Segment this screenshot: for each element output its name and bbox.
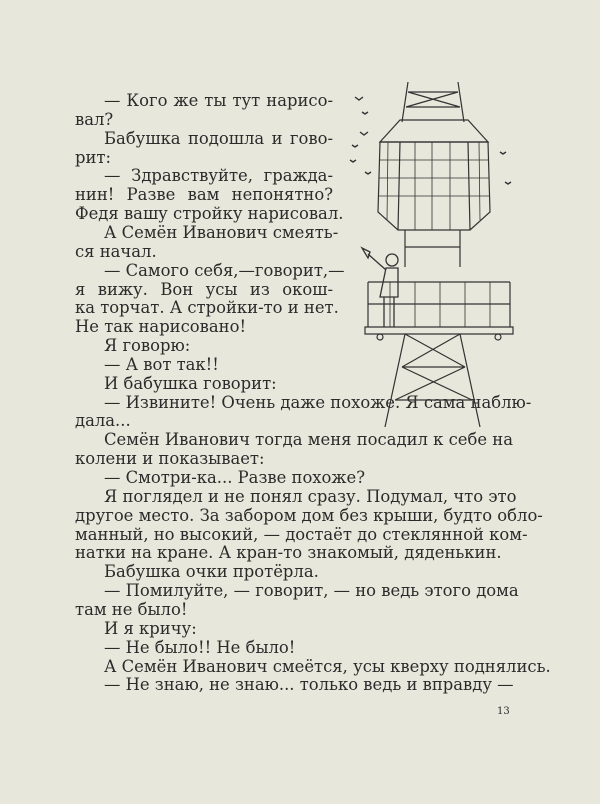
text-line: Бабушка подошла и гово- bbox=[104, 128, 333, 148]
text-line: — Извините! Очень даже похоже. Я сама наблю- bbox=[104, 392, 532, 412]
text-line: — Кого же ты тут нарисо- bbox=[104, 91, 333, 110]
text-line: И я кричу: bbox=[104, 618, 197, 638]
text-line: другое место. За забором дом без крыши, будто обло- bbox=[75, 505, 543, 525]
text-line: натки на кране. А кран-то знакомый, дяденькин. bbox=[75, 543, 502, 563]
text-line: ся начал. bbox=[75, 241, 157, 261]
text-line: Семён Иванович тогда меня посадил к себе на bbox=[104, 430, 513, 450]
text-line: я вижу. Вон усы из окош- bbox=[75, 279, 333, 299]
text-line: там не было! bbox=[75, 599, 188, 619]
text-line: А Семён Иванович смеять- bbox=[104, 222, 339, 242]
text-line: Федя вашу стройку нарисовал. bbox=[75, 204, 344, 224]
text-line: Бабушка очки протёрла. bbox=[104, 562, 319, 582]
text-line: — Смотри-ка... Разве похоже? bbox=[104, 468, 365, 487]
text-line: манный, но высокий, — достаёт до стеклянной ком- bbox=[75, 524, 528, 544]
text-line: вал? bbox=[75, 109, 114, 129]
text-line: ка торчат. А стройки-то и нет. bbox=[75, 298, 339, 318]
text-line: — Здравствуйте, гражда- bbox=[104, 166, 333, 186]
text-line: нин! Разве вам непонятно? bbox=[75, 185, 333, 205]
text-line: Не так нарисовано! bbox=[75, 317, 247, 337]
text-line: — Не знаю, не знаю... только ведь и вправду — bbox=[104, 675, 514, 695]
text-line: — Не было!! Не было! bbox=[104, 637, 296, 657]
text-line: Я поглядел и не понял сразу. Подумал, что это bbox=[104, 486, 517, 506]
crane-cabin-illustration bbox=[340, 82, 520, 427]
page-number: 13 bbox=[497, 706, 510, 717]
text-line: рит: bbox=[75, 147, 112, 167]
text-line: — Помилуйте, — говорит, — но ведь этого дома bbox=[104, 581, 519, 601]
man-figure bbox=[362, 248, 398, 327]
text-line: А Семён Иванович смеётся, усы кверху поднялись. bbox=[104, 656, 551, 676]
text-line: — Самого себя,—говорит,— bbox=[104, 260, 345, 280]
text-line: колени и показывает: bbox=[75, 449, 265, 469]
text-line: дала... bbox=[75, 411, 131, 431]
text-line: — А вот так!! bbox=[104, 354, 219, 374]
text-line: Я говорю: bbox=[104, 336, 191, 356]
text-line: И бабушка говорит: bbox=[104, 373, 277, 393]
